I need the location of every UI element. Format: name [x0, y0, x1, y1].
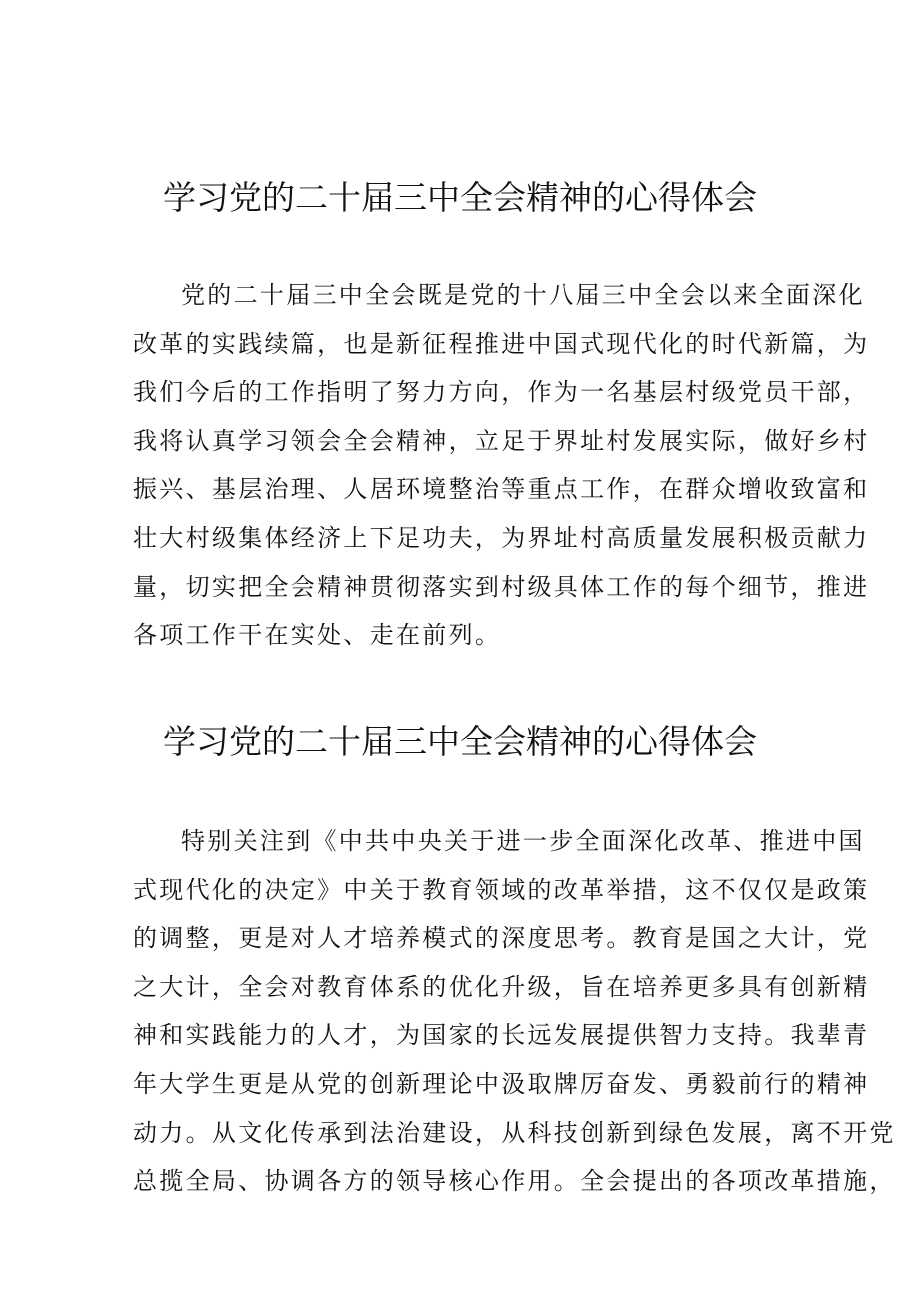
paragraph-line: 我将认真学习领会全会精神，立足于界址村发展实际，做好乡村	[133, 426, 870, 455]
paragraph-line: 总揽全局、协调各方的领导核心作用。全会提出的各项改革措施，	[133, 1167, 896, 1196]
paragraph-line: 之大计，全会对教育体系的优化升级，旨在培养更多具有创新精	[133, 972, 870, 1001]
paragraph-line: 量，切实把全会精神贯彻落实到村级具体工作的每个细节，推进	[133, 572, 870, 601]
paragraph-line: 我们今后的工作指明了努力方向，作为一名基层村级党员干部，	[133, 378, 870, 407]
paragraph-line: 式现代化的决定》中关于教育领域的改革举措，这不仅仅是政策	[133, 875, 870, 904]
paragraph-line: 年大学生更是从党的创新理论中汲取牌厉奋发、勇毅前行的精神	[133, 1069, 870, 1098]
paragraph-line: 的调整，更是对人才培养模式的深度思考。教育是国之大计，党	[133, 924, 870, 953]
paragraph-line: 神和实践能力的人才，为国家的长远发展提供智力支持。我辈青	[133, 1021, 870, 1050]
paragraph-line: 改革的实践续篇，也是新征程推进中国式现代化的时代新篇，为	[133, 329, 870, 358]
section-2-paragraph	[133, 817, 896, 1206]
paragraph-line: 壮大村级集体经济上下足功夫，为界址村高质量发展积极贡献力	[133, 523, 870, 552]
paragraph-line: 各项工作干在实处、走在前列。	[133, 621, 502, 650]
paragraph-line: 党的二十届三中全会既是党的十八届三中全会以来全面深化	[181, 281, 865, 309]
paragraph-line: 振兴、基层治理、人居环境整治等重点工作，在群众增收致富和	[133, 475, 870, 504]
section-1-title: 学习党的二十届三中全会精神的心得体会	[163, 178, 757, 217]
section-2-title: 学习党的二十届三中全会精神的心得体会	[163, 722, 757, 761]
paragraph-line: 动力。从文化传承到法治建设，从科技创新到绿色发展，离不开党	[133, 1118, 896, 1147]
section-1-paragraph	[133, 271, 870, 660]
paragraph-line: 特别关注到《中共中央关于进一步全面深化改革、推进中国	[181, 827, 865, 855]
